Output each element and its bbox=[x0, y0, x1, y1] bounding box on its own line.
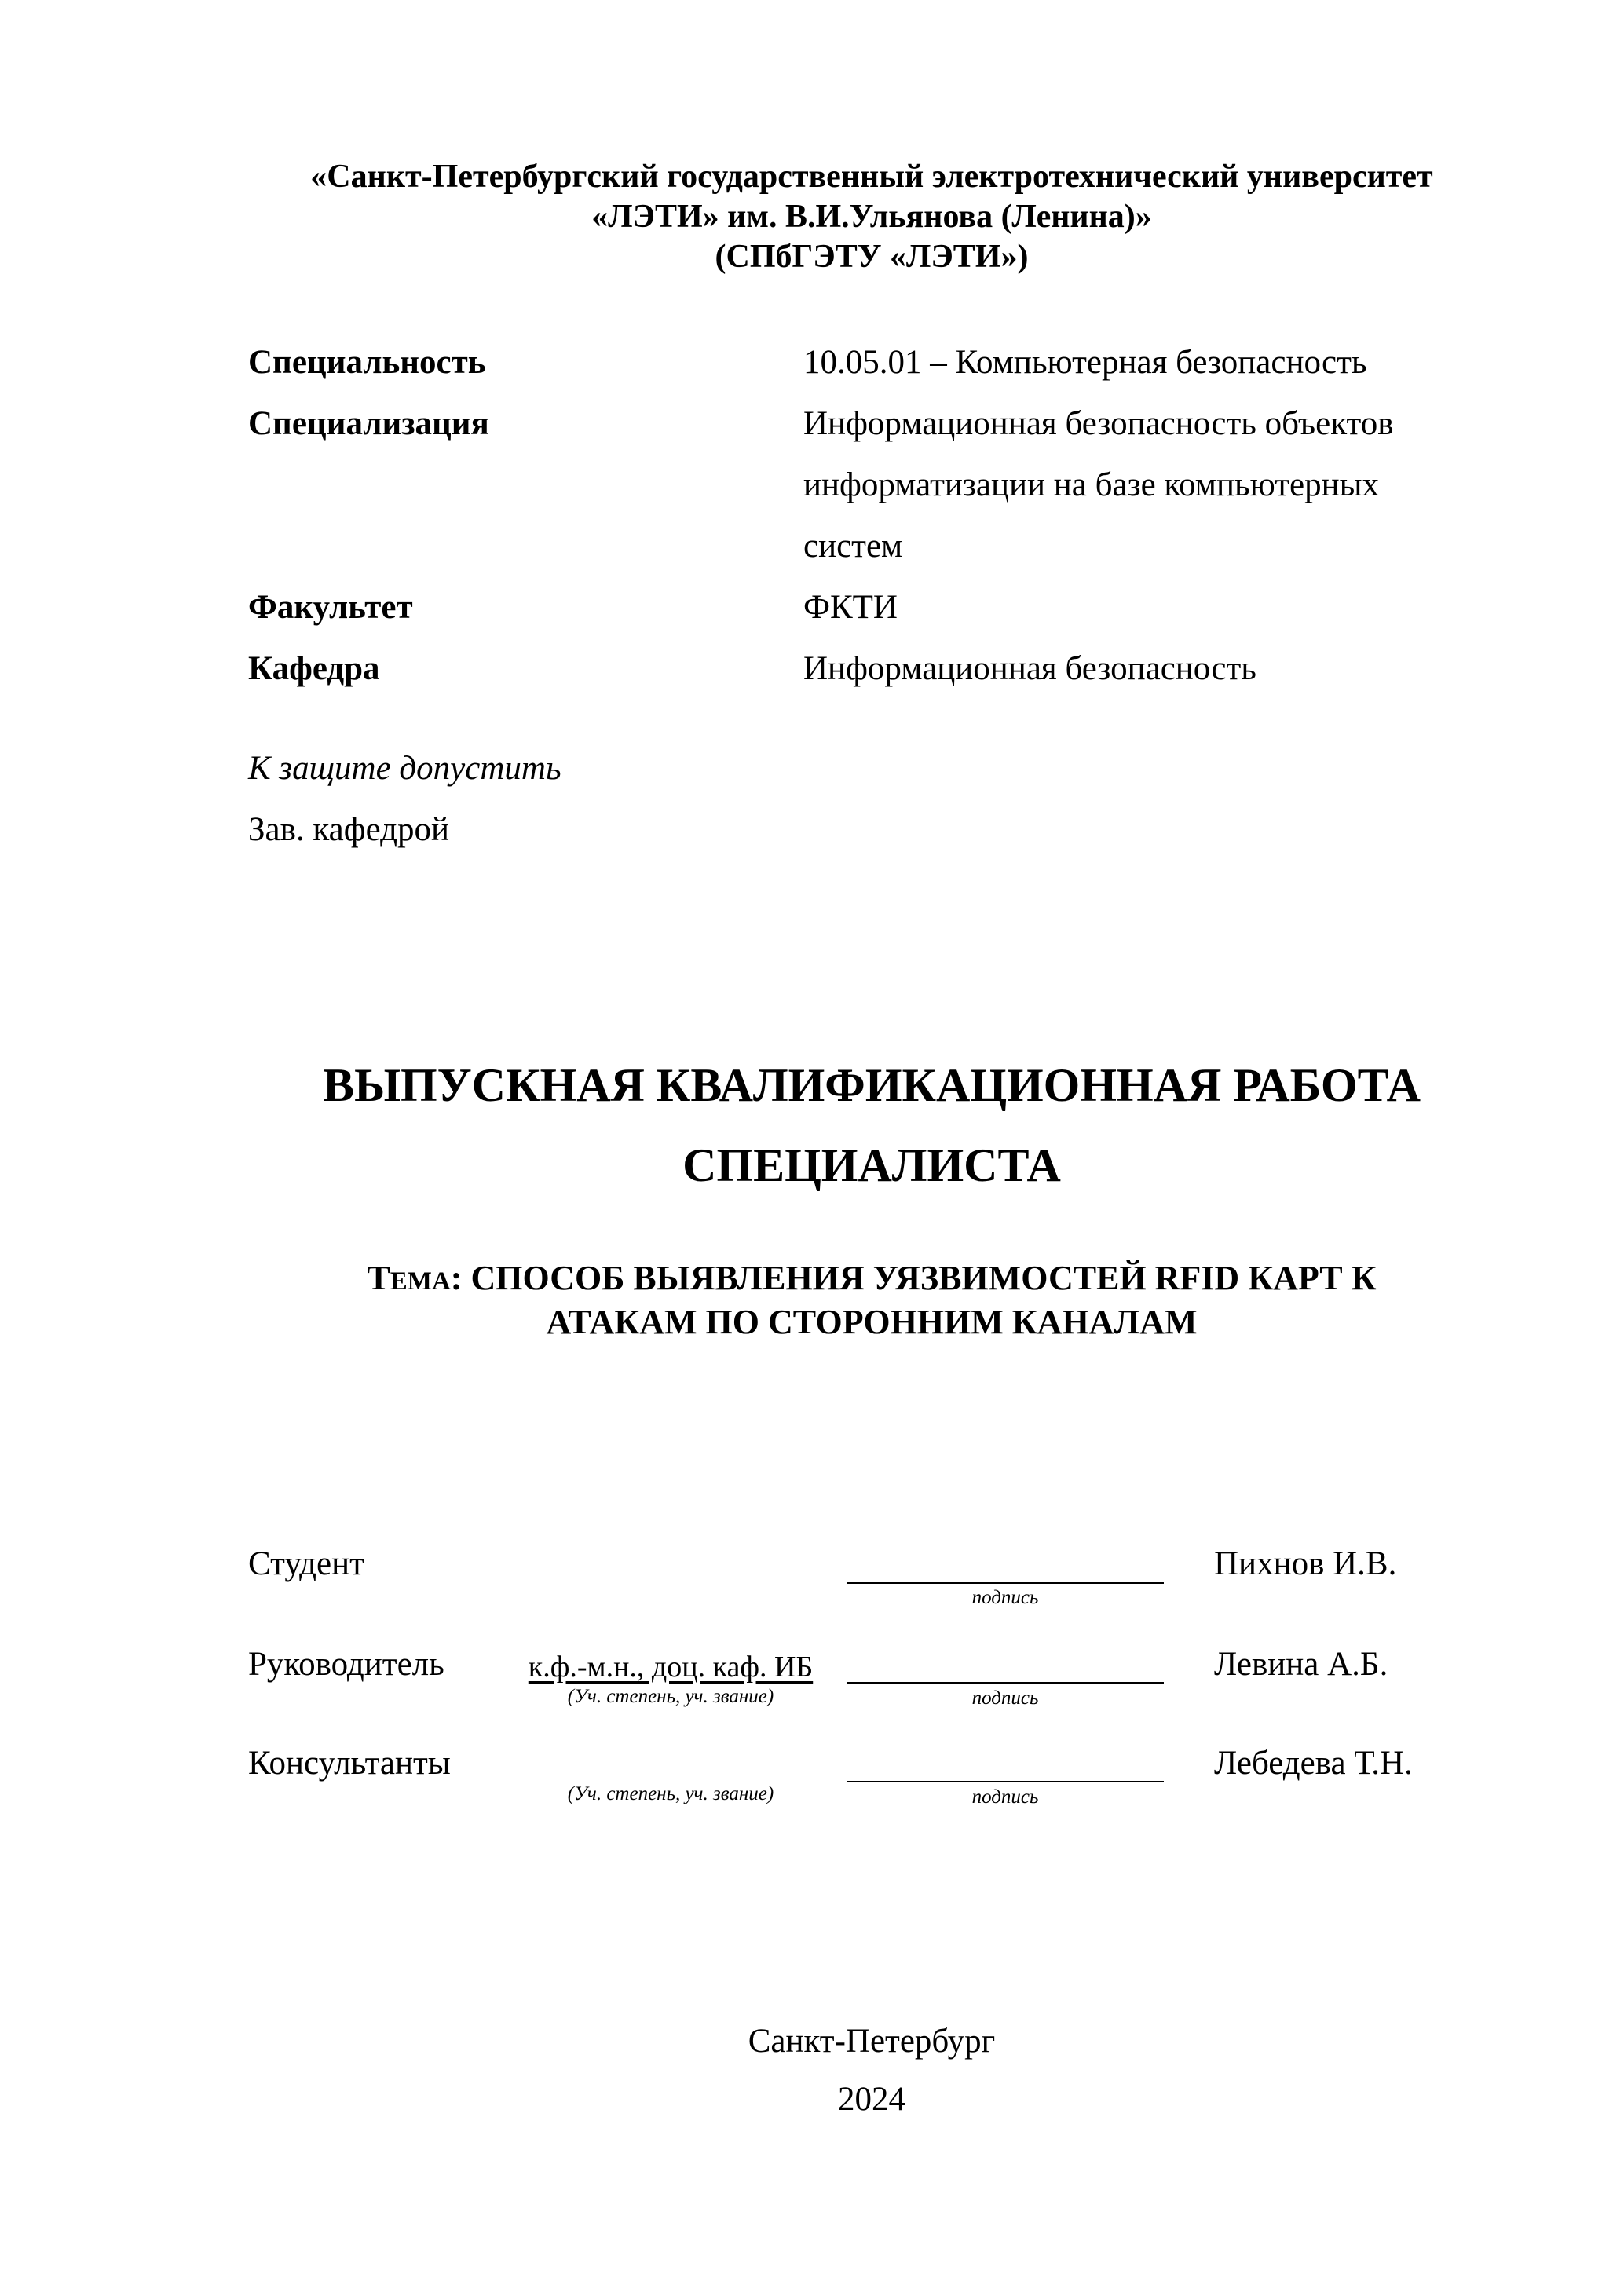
university-abbreviation: (СПбГЭТУ «ЛЭТИ») bbox=[715, 239, 1029, 275]
specialty-value: 10.05.01 – Компьютерная безопасность bbox=[803, 344, 1367, 381]
department-head-label: Зав. кафедрой bbox=[248, 811, 450, 848]
specialization-value-line3: систем bbox=[803, 528, 903, 565]
topic-line1 bbox=[196, 1256, 1547, 1303]
consultant-degree-caption: (Уч. степень, уч. звание) bbox=[567, 1783, 774, 1804]
student-signature-line bbox=[847, 1582, 1164, 1584]
student-name: Пихнов И.В. bbox=[1214, 1545, 1397, 1582]
specialty-label: Специальность bbox=[248, 344, 486, 381]
university-name-line2: «ЛЭТИ» им. В.И.Ульянова (Ленина)» bbox=[591, 199, 1152, 235]
supervisor-label: Руководитель bbox=[248, 1646, 444, 1683]
work-title-line1: ВЫПУСКНАЯ КВАЛИФИКАЦИОННАЯ РАБОТА bbox=[323, 1059, 1421, 1111]
supervisor-name: Левина А.Б. bbox=[1214, 1646, 1388, 1683]
topic-label-first: Т bbox=[367, 1259, 390, 1297]
specialization-label: Специализация bbox=[248, 405, 489, 442]
city: Санкт-Петербург bbox=[748, 2023, 996, 2060]
supervisor-degree: к.ф.-м.н., доц. каф. ИБ bbox=[528, 1651, 814, 1684]
student-label: Студент bbox=[248, 1545, 364, 1582]
faculty-label: Факультет bbox=[248, 589, 413, 626]
supervisor-signature-caption: подпись bbox=[971, 1687, 1039, 1709]
work-title-line2: СПЕЦИАЛИСТА bbox=[682, 1139, 1061, 1191]
topic-label-rest: ЕМА bbox=[390, 1267, 451, 1296]
supervisor-degree-caption: (Уч. степень, уч. звание) bbox=[567, 1686, 774, 1707]
student-signature-caption: подпись bbox=[971, 1587, 1039, 1608]
faculty-value: ФКТИ bbox=[803, 589, 898, 626]
supervisor-signature-line bbox=[847, 1682, 1164, 1684]
year: 2024 bbox=[838, 2081, 905, 2118]
specialization-value-line2: информатизации на базе компьютерных bbox=[803, 466, 1379, 503]
admission-text: К защите допустить bbox=[248, 750, 561, 787]
consultants-label: Консультанты bbox=[248, 1745, 451, 1782]
department-value: Информационная безопасность bbox=[803, 650, 1256, 687]
consultant-name: Лебедева Т.Н. bbox=[1214, 1745, 1413, 1782]
specialization-value-line1: Информационная безопасность объектов bbox=[803, 405, 1394, 442]
topic-line2: АТАКАМ ПО СТОРОННИМ КАНАЛАМ bbox=[546, 1303, 1198, 1341]
department-label: Кафедра bbox=[248, 650, 380, 687]
topic-text-line1: СПОСОБ ВЫЯВЛЕНИЯ УЯЗВИМОСТЕЙ RFID КАРТ К bbox=[462, 1259, 1377, 1297]
consultant-signature-line bbox=[847, 1781, 1164, 1782]
topic-colon: : bbox=[450, 1259, 463, 1297]
university-name-line1: «Санкт-Петербургский государственный электротехнический университет bbox=[310, 159, 1433, 195]
consultant-signature-caption: подпись bbox=[971, 1786, 1039, 1808]
